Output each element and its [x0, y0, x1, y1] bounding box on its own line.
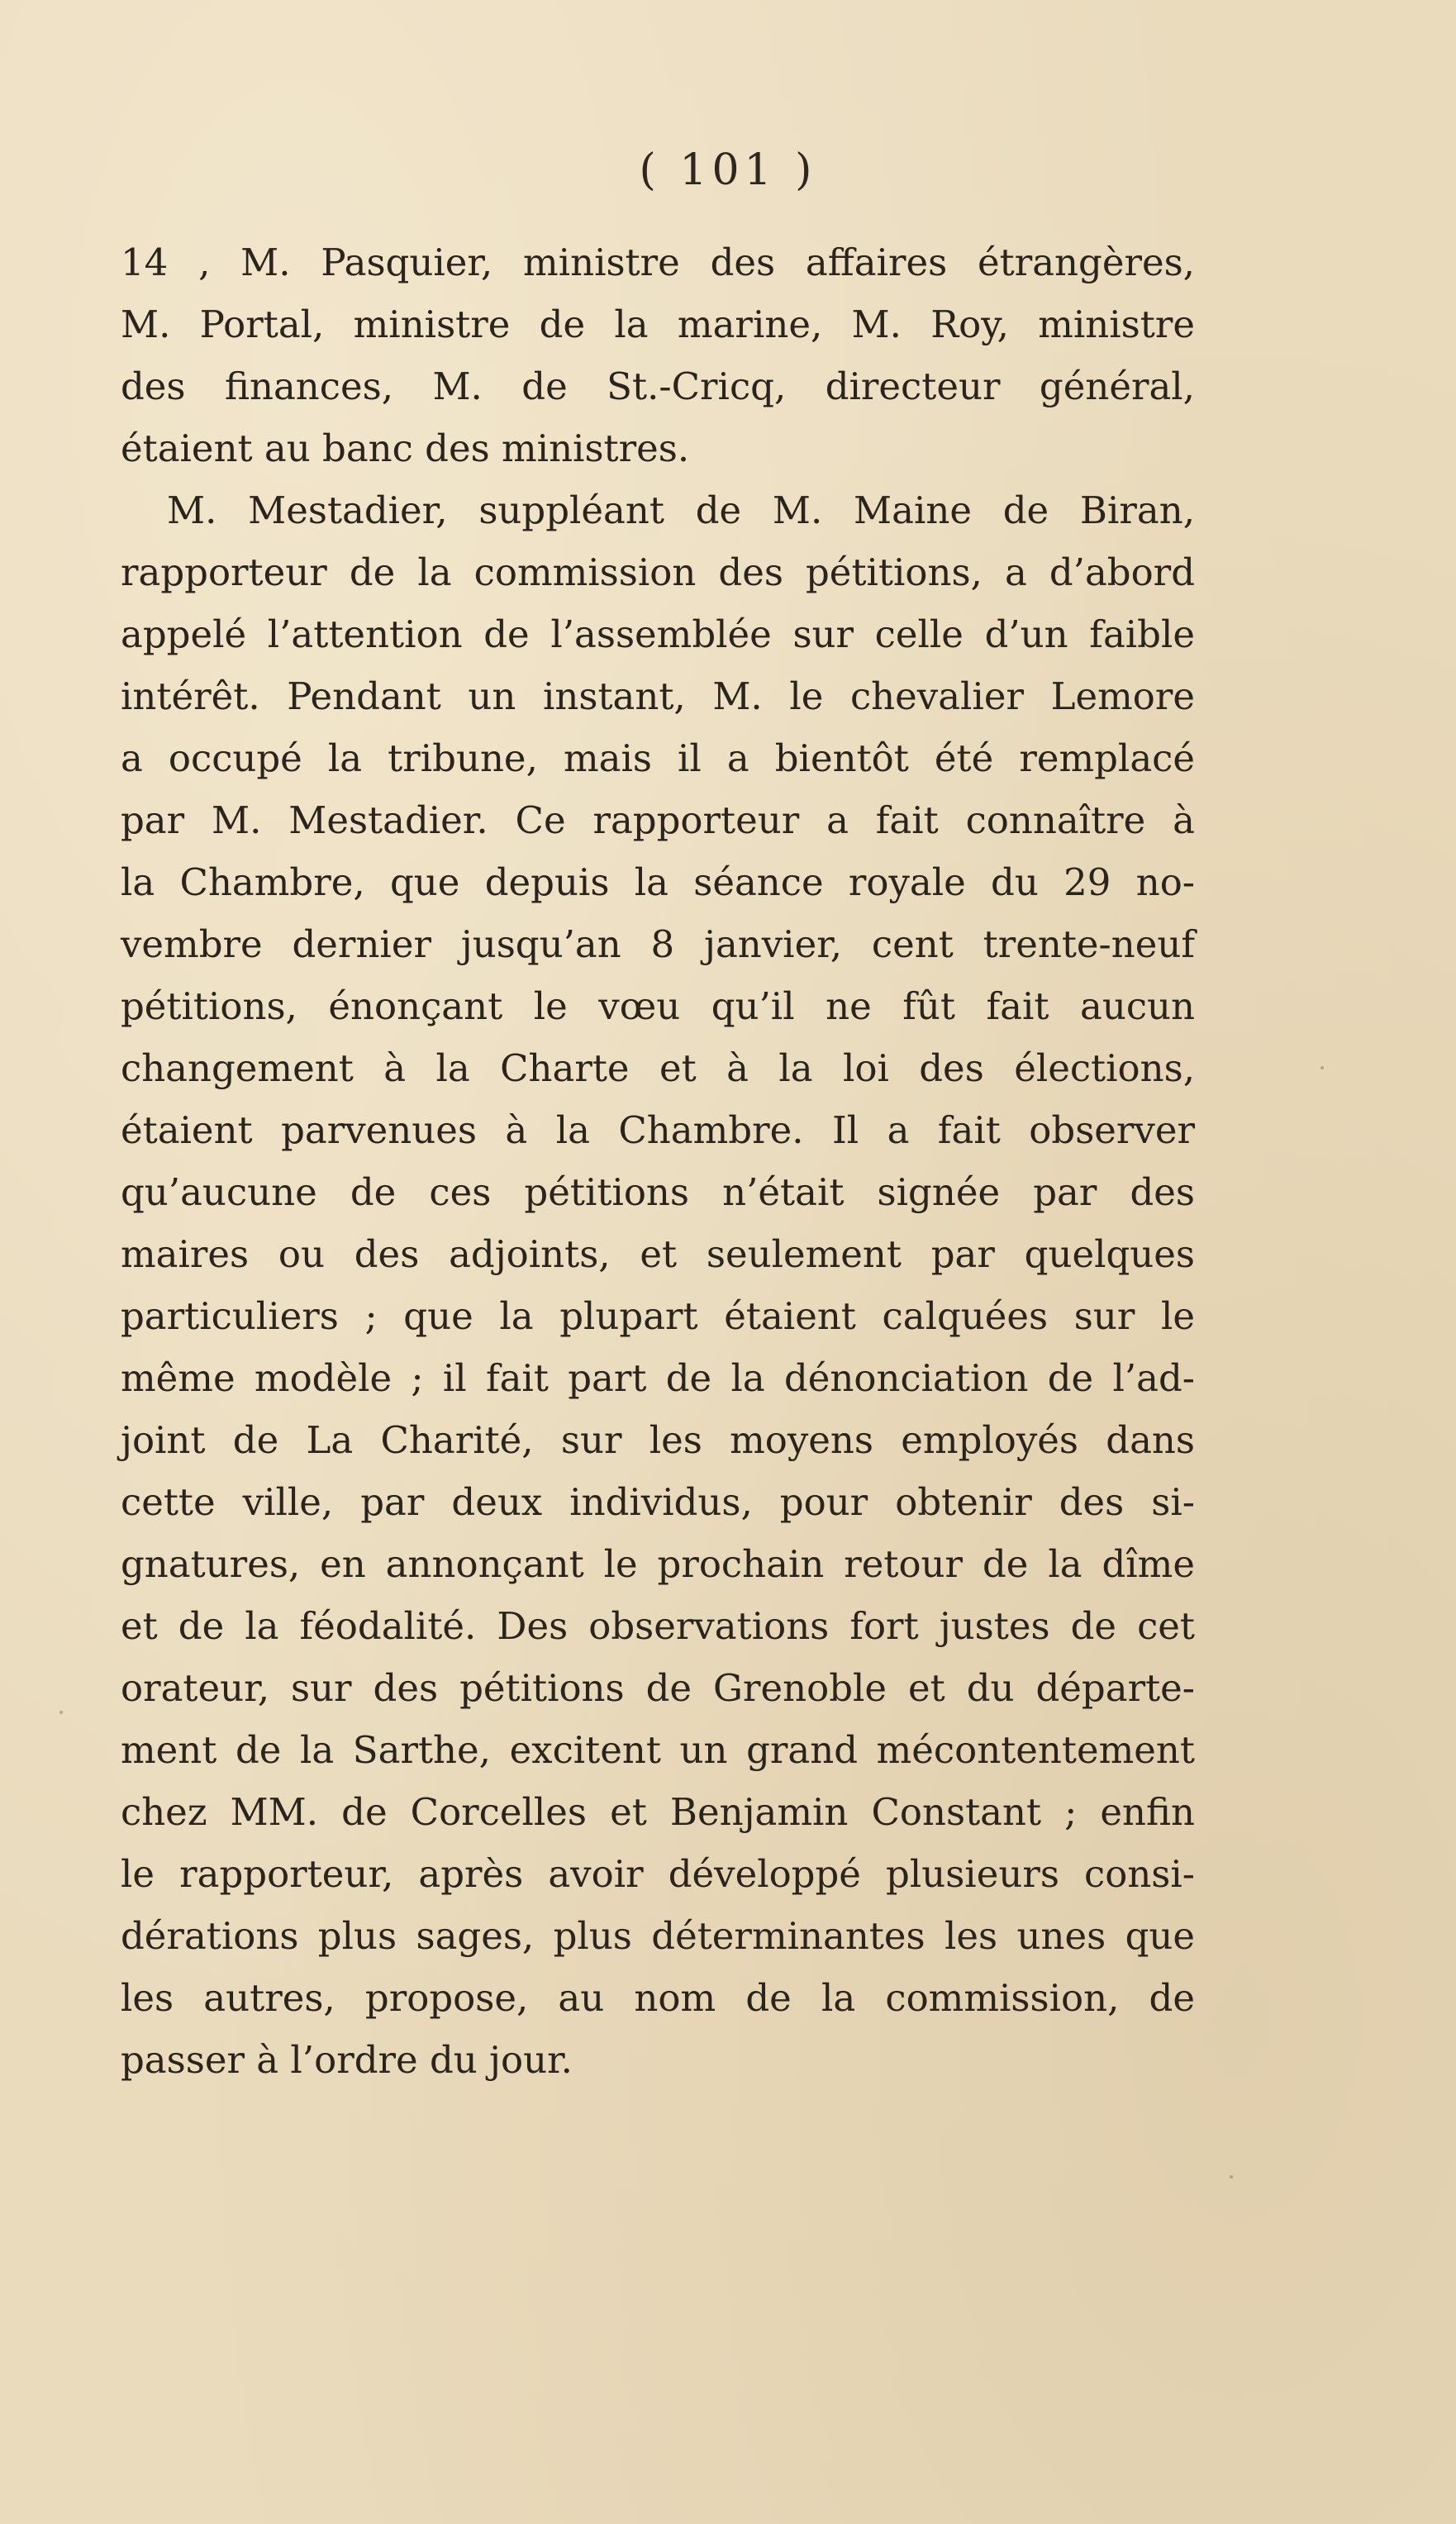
- text-line: ment de la Sarthe, excitent un grand mécontentement: [121, 1728, 1195, 1772]
- text-line: M. Mestadier, suppléant de M. Maine de Biran,: [167, 488, 1195, 532]
- page-number: ( 101 ): [639, 145, 817, 195]
- text-line: qu’aucune de ces pétitions n’était signée par des: [121, 1170, 1195, 1214]
- paper-speck: [1230, 2175, 1233, 2179]
- text-line: la Chambre, que depuis la séance royale du 29 no-: [121, 860, 1195, 904]
- text-line: chez MM. de Corcelles et Benjamin Constant ; enfin: [121, 1790, 1195, 1834]
- body-text: [121, 231, 1195, 2091]
- text-line: maires ou des adjoints, et seulement par quelques: [121, 1232, 1195, 1276]
- text-line: 14 , M. Pasquier, ministre des affaires étrangères,: [121, 240, 1195, 284]
- text-line: particuliers ; que la plupart étaient calquées sur le: [121, 1294, 1195, 1338]
- text-line: les autres, propose, au nom de la commission, de: [121, 1976, 1195, 2020]
- text-line: le rapporteur, après avoir développé plusieurs consi-: [121, 1852, 1195, 1896]
- text-line: M. Portal, ministre de la marine, M. Roy, ministre: [121, 302, 1195, 346]
- paper-speck: [1320, 1066, 1324, 1069]
- text-line: des finances, M. de St.-Cricq, directeur général,: [121, 364, 1195, 408]
- text-line: étaient au banc des ministres.: [121, 426, 690, 470]
- text-line: dérations plus sages, plus déterminantes les unes que: [121, 1914, 1195, 1958]
- text-line: appelé l’attention de l’assemblée sur celle d’un faible: [121, 612, 1195, 656]
- paper-speck: [59, 1711, 63, 1714]
- text-line: joint de La Charité, sur les moyens employés dans: [121, 1418, 1195, 1462]
- text-line: vembre dernier jusqu’an 8 janvier, cent trente-neuf: [121, 922, 1195, 966]
- text-line: et de la féodalité. Des observations fort justes de cet: [121, 1604, 1195, 1648]
- text-line: a occupé la tribune, mais il a bientôt été remplacé: [121, 736, 1195, 780]
- text-line: passer à l’ordre du jour.: [121, 2038, 573, 2082]
- text-line: même modèle ; il fait part de la dénonciation de l’ad-: [121, 1356, 1195, 1400]
- text-line: étaient parvenues à la Chambre. Il a fait observer: [121, 1108, 1195, 1152]
- text-line: gnatures, en annonçant le prochain retour de la dîme: [121, 1542, 1195, 1586]
- text-line: cette ville, par deux individus, pour obtenir des si-: [121, 1480, 1195, 1524]
- text-line: orateur, sur des pétitions de Grenoble et du départe-: [121, 1666, 1195, 1710]
- text-line: pétitions, énonçant le vœu qu’il ne fût fait aucun: [121, 984, 1195, 1028]
- text-line: changement à la Charte et à la loi des élections,: [121, 1046, 1195, 1090]
- text-line: par M. Mestadier. Ce rapporteur a fait connaître à: [121, 798, 1195, 842]
- text-line: rapporteur de la commission des pétitions, a d’abord: [121, 550, 1195, 594]
- text-line: intérêt. Pendant un instant, M. le chevalier Lemore: [121, 674, 1195, 718]
